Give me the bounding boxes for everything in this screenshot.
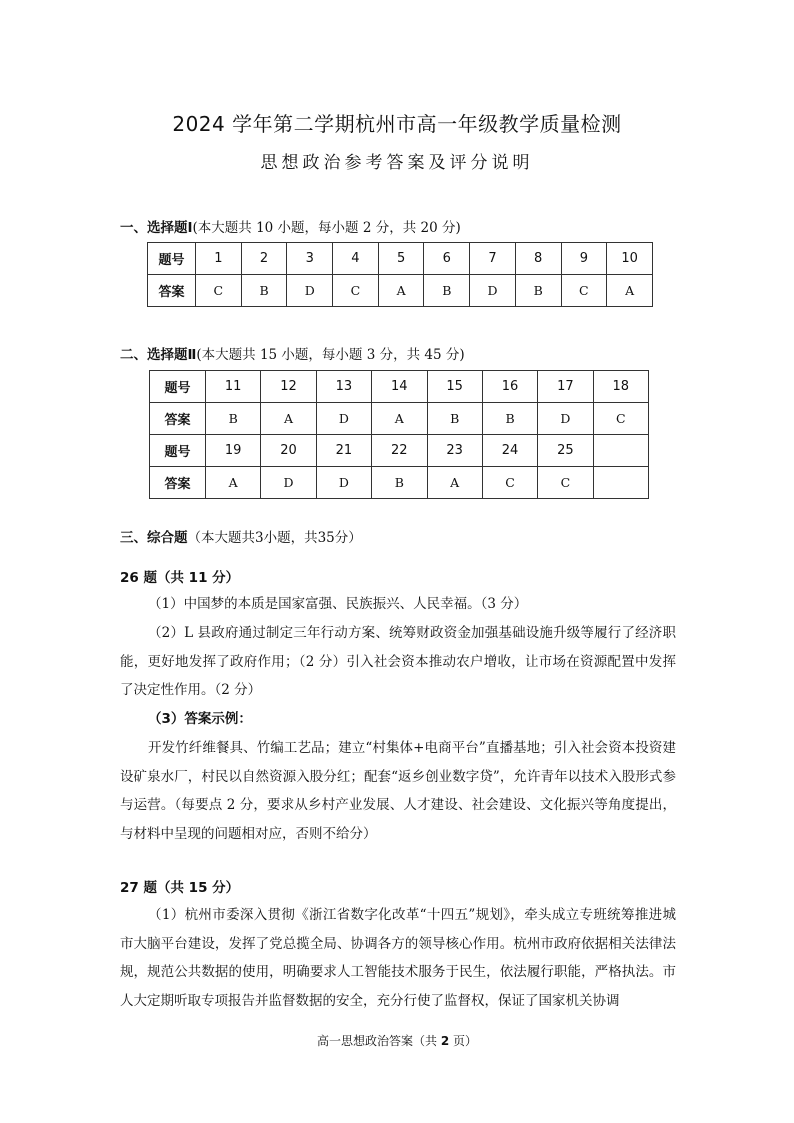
- question-number: 9: [561, 243, 607, 275]
- question-number: 25: [538, 435, 593, 467]
- answer-cell: D: [316, 403, 371, 435]
- row-header-answer: 答案: [150, 403, 206, 435]
- q26-part3-label: [120, 705, 676, 734]
- q26-part3-answer: 开发竹纤维餐具、竹编工艺品；建立“村集体+电商平台”直播基地；引入社会资本投资建设矿泉水厂，村民以自然资源入股分红；配套“返乡创业数字贷”，允许青年以技术入股形式参与运营。（每要点 2 分，要求从乡村产业发展、人才建设、社会建设、文化振兴等角度提出，与材料中呈现的问题相对应，否则不给分）: [120, 740, 676, 842]
- question-number: 19: [206, 435, 261, 467]
- answer-cell: A: [261, 403, 316, 435]
- answer-cell: A: [427, 467, 482, 499]
- q27-part1: （1）杭州市委深入贯彻《浙江省数字化改革“十四五”规划》，牵头成立专班统筹推进城市大脑平台建设，发挥了党总揽全局、协调各方的领导核心作用。杭州市政府依据相关法律法规，规范公共数据的使用，明确要求人工智能技术服务于民生，依法履行职能，严格执法。市人大定期听取专项报告并监督数据的安全，充分行使了监督权，保证了国家机关协调: [120, 907, 676, 1009]
- question-number: 22: [372, 435, 427, 467]
- table-row: [150, 403, 649, 435]
- question-number: 17: [538, 371, 593, 403]
- question-number: 11: [206, 371, 261, 403]
- answer-cell: C: [482, 467, 537, 499]
- page-footer: [0, 1032, 794, 1049]
- section2-label: 二、选择题Ⅱ: [120, 347, 197, 363]
- answer-cell: A: [607, 275, 653, 307]
- table-row: [150, 435, 649, 467]
- answer-cell: C: [538, 467, 593, 499]
- table-row: [148, 275, 653, 307]
- question-number: 2: [241, 243, 287, 275]
- table-row: [148, 243, 653, 275]
- question-number: 14: [372, 371, 427, 403]
- answer-cell: C: [333, 275, 379, 307]
- row-header-question: 题号: [150, 435, 206, 467]
- answer-cell: A: [206, 467, 261, 499]
- answer-cell: B: [427, 403, 482, 435]
- answer-cell: B: [482, 403, 537, 435]
- section3-heading: [120, 529, 362, 547]
- question-number: 3: [287, 243, 333, 275]
- answer-cell: B: [206, 403, 261, 435]
- question-number: 10: [607, 243, 653, 275]
- answer-cell: D: [287, 275, 333, 307]
- answer-cell: A: [372, 403, 427, 435]
- section1-label: 一、选择题Ⅰ: [120, 220, 193, 236]
- answer-cell: C: [196, 275, 242, 307]
- page-title: 2024 学年第二学期杭州市高一年级教学质量检测: [172, 112, 622, 136]
- question-number: 4: [333, 243, 379, 275]
- q27-heading: 27 题（共 15 分）: [120, 880, 240, 896]
- row-header-answer: 答案: [148, 275, 196, 307]
- question-number: 13: [316, 371, 371, 403]
- answer-cell: D: [261, 467, 316, 499]
- question-number: 24: [482, 435, 537, 467]
- question-number: 8: [515, 243, 561, 275]
- answer-cell: B: [241, 275, 287, 307]
- q26-heading: 26 题（共 11 分）: [120, 570, 240, 586]
- q26-part1: （1）中国梦的本质是国家富强、民族振兴、人民幸福。（3 分）: [148, 596, 528, 612]
- section1-answer-table: [147, 242, 653, 307]
- row-header-answer: 答案: [150, 467, 206, 499]
- question-number: 5: [378, 243, 424, 275]
- answer-cell: D: [470, 275, 516, 307]
- question-number: [593, 435, 648, 467]
- section1-desc: (本大题共 10 小题，每小题 2 分，共 20 分): [192, 220, 461, 236]
- section3-desc: （本大题共3小题，共35分）: [187, 530, 362, 546]
- section2-answer-table: [149, 370, 649, 499]
- row-header-question: 题号: [150, 371, 206, 403]
- answer-cell: [593, 467, 648, 499]
- table-row: [150, 371, 649, 403]
- answer-cell: D: [316, 467, 371, 499]
- row-header-question: 题号: [148, 243, 196, 275]
- question-number: 6: [424, 243, 470, 275]
- section1-heading: [120, 219, 461, 237]
- section2-desc: (本大题共 15 小题，每小题 3 分，共 45 分): [196, 347, 465, 363]
- page-subtitle: 思想政治参考答案及评分说明: [260, 153, 534, 173]
- answer-cell: C: [561, 275, 607, 307]
- footer-text: 高一思想政治答案（共: [316, 1034, 441, 1048]
- question-number: 23: [427, 435, 482, 467]
- section3-label: 三、综合题: [120, 530, 188, 546]
- q26-part3-label-text: （3）答案示例：: [148, 711, 252, 727]
- q26-part2: （2）L 县政府通过制定三年行动方案、统筹财政资金加强基础设施升级等履行了经济职能，更好地发挥了政府作用；（2 分）引入社会资本推动农户增收，让市场在资源配置中发挥了决定性作用。（2 分）: [120, 625, 676, 698]
- question-number: 15: [427, 371, 482, 403]
- question-number: 16: [482, 371, 537, 403]
- question-number: 12: [261, 371, 316, 403]
- answer-cell: B: [515, 275, 561, 307]
- question-number: 7: [470, 243, 516, 275]
- answer-cell: D: [538, 403, 593, 435]
- answer-cell: C: [593, 403, 648, 435]
- question-number: 1: [196, 243, 242, 275]
- question-number: 20: [261, 435, 316, 467]
- footer-page-count: 2: [440, 1034, 450, 1048]
- answer-cell: B: [424, 275, 470, 307]
- answer-cell: B: [372, 467, 427, 499]
- section2-heading: [120, 346, 465, 364]
- answer-cell: A: [378, 275, 424, 307]
- question-number: 18: [593, 371, 648, 403]
- table-row: [150, 467, 649, 499]
- question-number: 21: [316, 435, 371, 467]
- footer-suffix: 页）: [449, 1034, 477, 1048]
